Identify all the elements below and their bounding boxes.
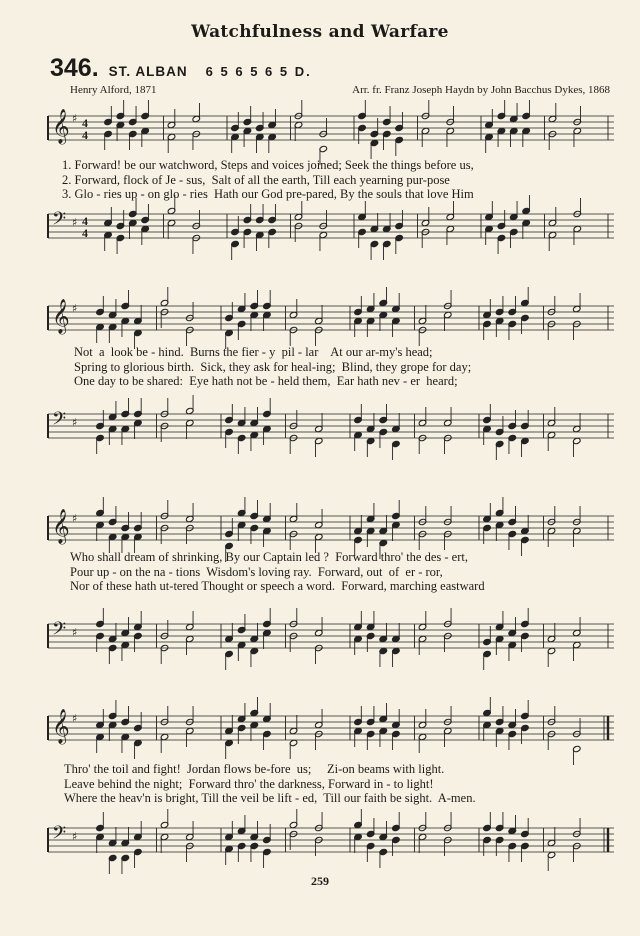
bass-clef-icon: 𝄢 (52, 409, 67, 434)
treble-staff (40, 710, 614, 750)
lyrics-block (70, 550, 614, 594)
bass-staff (40, 822, 614, 862)
lyric-line: One day to be shared: Eye hath not be - held them, Ear hath nev - er heard; (74, 374, 458, 388)
bass-staff (40, 408, 614, 448)
lyric-line: 1. Forward! be our watchword, Steps and voices joined; Seek the things before us, (62, 158, 474, 172)
treble-staff-engraving (40, 510, 614, 550)
treble-staff (40, 300, 614, 340)
lyric-line: 2. Forward, flock of Je - sus, Salt of all the earth, Till each yearning pur-pose (62, 172, 450, 187)
bass-clef-icon: 𝄢 (52, 209, 67, 234)
treble-clef-icon: 𝄞 (52, 709, 70, 744)
treble-staff (40, 510, 614, 550)
key-signature-icon: ♯ (72, 712, 78, 725)
treble-clef-icon: 𝄞 (52, 299, 70, 334)
lyric-line: Nor of these hath ut-tered Thought or speech a word. Forward, marching eastward (70, 579, 485, 593)
treble-clef-icon: 𝄞 (52, 509, 70, 544)
lyric-line: 3. Glo - ries up - on glo - ries Hath our God pre-pared, By the souls that love Him (62, 187, 474, 201)
arranger-credit: Arr. fr. Franz Joseph Haydn by John Bacchus Dykes, 1868 (352, 84, 610, 96)
time-signature: 4 (82, 226, 88, 240)
key-signature-icon: ♯ (72, 512, 78, 525)
meter: 6 5 6 5 6 5 D. (205, 64, 312, 79)
hymn-number: 346. (50, 54, 99, 82)
key-signature-icon: ♯ (72, 216, 78, 229)
author-credit: Henry Alford, 1871 (70, 84, 157, 96)
key-signature-icon: ♯ (72, 416, 78, 429)
hymn-header (50, 54, 312, 83)
lyric-line: Pour up - on the na - tions Wisdom's loving ray. Forward, out of er - ror, (70, 564, 443, 579)
bass-staff (40, 208, 614, 248)
treble-clef-icon: 𝄞 (52, 109, 70, 144)
time-signature: 4 (82, 116, 88, 130)
key-signature-icon: ♯ (72, 302, 78, 315)
bass-staff-engraving (40, 822, 614, 862)
treble-staff (40, 110, 614, 150)
lyric-line: Leave behind the night; Forward thro' the darkness, Forward in - to light! (64, 776, 434, 791)
time-signature: 4 (82, 214, 88, 228)
lyric-line: Not a look be - hind. Burns the fier - y pil - lar At our ar-my's head; (74, 345, 433, 359)
treble-staff-engraving (40, 710, 614, 750)
key-signature-icon: ♯ (72, 112, 78, 125)
lyrics-block (64, 762, 614, 806)
lyric-line: Thro' the toil and fight! Jordan flows be-fore us; Zi-on beams with light. (64, 762, 445, 776)
bass-clef-icon: 𝄢 (52, 823, 67, 848)
lyric-line: Who shall dream of shrinking, By our Captain led ? Forward thro' the des - ert, (70, 550, 468, 564)
lyric-line: Where the heav'n is bright, Till the veil be lift - ed, Till our faith be sight. A-men. (64, 791, 476, 805)
key-signature-icon: ♯ (72, 626, 78, 639)
bass-staff-engraving (40, 408, 614, 448)
bass-staff-engraving (40, 208, 614, 248)
lyrics-block (62, 158, 614, 202)
key-signature-icon: ♯ (72, 830, 78, 843)
treble-staff-engraving (40, 300, 614, 340)
tune-name: ST. ALBAN (108, 64, 188, 79)
bass-staff (40, 618, 614, 658)
treble-staff-engraving (40, 110, 614, 150)
lyric-line: Spring to glorious birth. Sick, they ask for heal-ing; Blind, they grope for day; (74, 359, 472, 374)
time-signature: 4 (82, 128, 88, 142)
lyrics-block (74, 345, 614, 389)
bass-staff-engraving (40, 618, 614, 658)
bass-clef-icon: 𝄢 (52, 619, 67, 644)
section-title: Watchfulness and Warfare (191, 22, 449, 42)
page-number: 259 (311, 874, 329, 888)
